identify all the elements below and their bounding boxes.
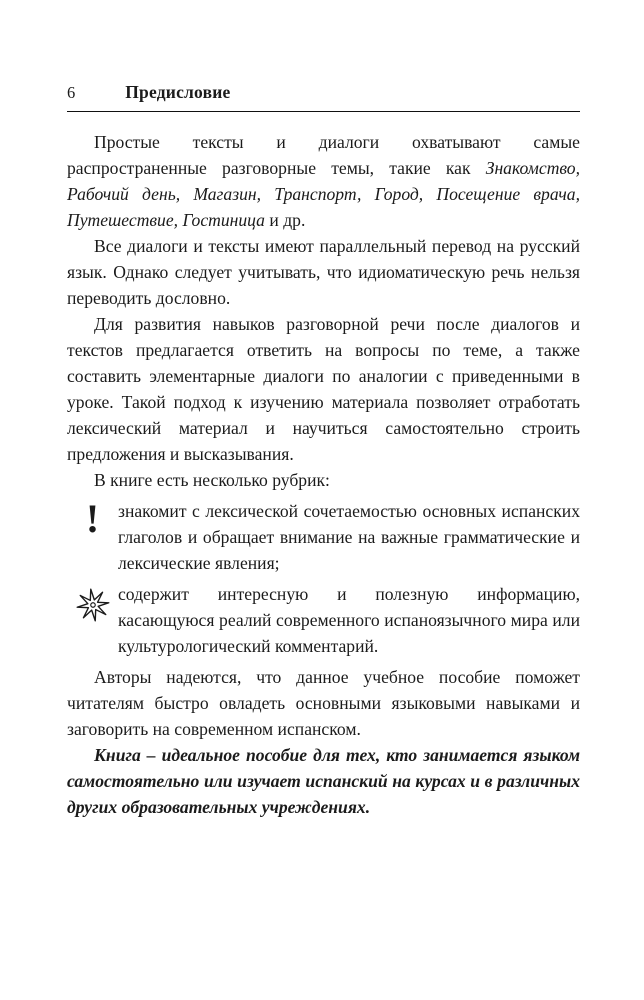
paragraph-authors: Авторы надеются, что данное учебное пособие поможет читателям быстро овладеть основными языковыми навыками и заговорить на современном испанском. xyxy=(67,667,580,739)
page-number: 6 xyxy=(67,83,76,102)
star-icon-graphic xyxy=(76,588,110,622)
header-rule xyxy=(67,111,580,112)
chapter-title: Предисловие xyxy=(125,82,231,102)
paragraph-rubrics-intro: В книге есть несколько рубрик: xyxy=(94,470,330,490)
paragraph-translation: Все диалоги и тексты имеют параллельный перевод на русский язык. Однако следует учитывать, что идиоматическую речь нельзя переводить дословно. xyxy=(67,236,580,308)
paragraph-final-note: Книга – идеальное пособие для тех, кто занимается языком самостоятельно или изучает испанский на курсах и в различных других образовательных учреждениях. xyxy=(67,745,580,817)
rubric-text-culture: содержит интересную и полезную информацию, касающуюся реалий современного испаноязычного мира или культурологический комментарий. xyxy=(118,584,580,656)
paragraph-method: Для развития навыков разговорной речи после диалогов и текстов предлагается ответить на вопросы по теме, а также составить элементарные диалоги по аналогии с приведенными в уроке. Такой подход к изучению материала позволяет отработать лексический материал и научиться самостоятельно строить предложения и высказывания. xyxy=(67,314,580,464)
page-body xyxy=(67,129,580,820)
star-icon xyxy=(67,581,118,659)
paragraph-topics xyxy=(67,129,580,233)
rubric-text-verbs: знакомит с лексической сочетаемостью основных испанских глаголов и обращает внимание на важные грамматические и лексические явления; xyxy=(118,501,580,573)
topics-list-italic: Знакомство, Рабочий день, Магазин, Транспорт, Город, Посещение врача, Путешествие, Гостиница xyxy=(67,158,580,230)
text-run: Простые тексты и диалоги охватывают самые распространенные разговорные темы, такие как xyxy=(67,132,580,178)
rubric-item-culture xyxy=(67,581,580,659)
exclamation-glyph: ! xyxy=(85,496,100,541)
text-run: и др. xyxy=(264,210,306,230)
page-header xyxy=(67,82,580,103)
rubric-item-verbs xyxy=(67,498,580,576)
exclamation-icon xyxy=(67,498,118,576)
